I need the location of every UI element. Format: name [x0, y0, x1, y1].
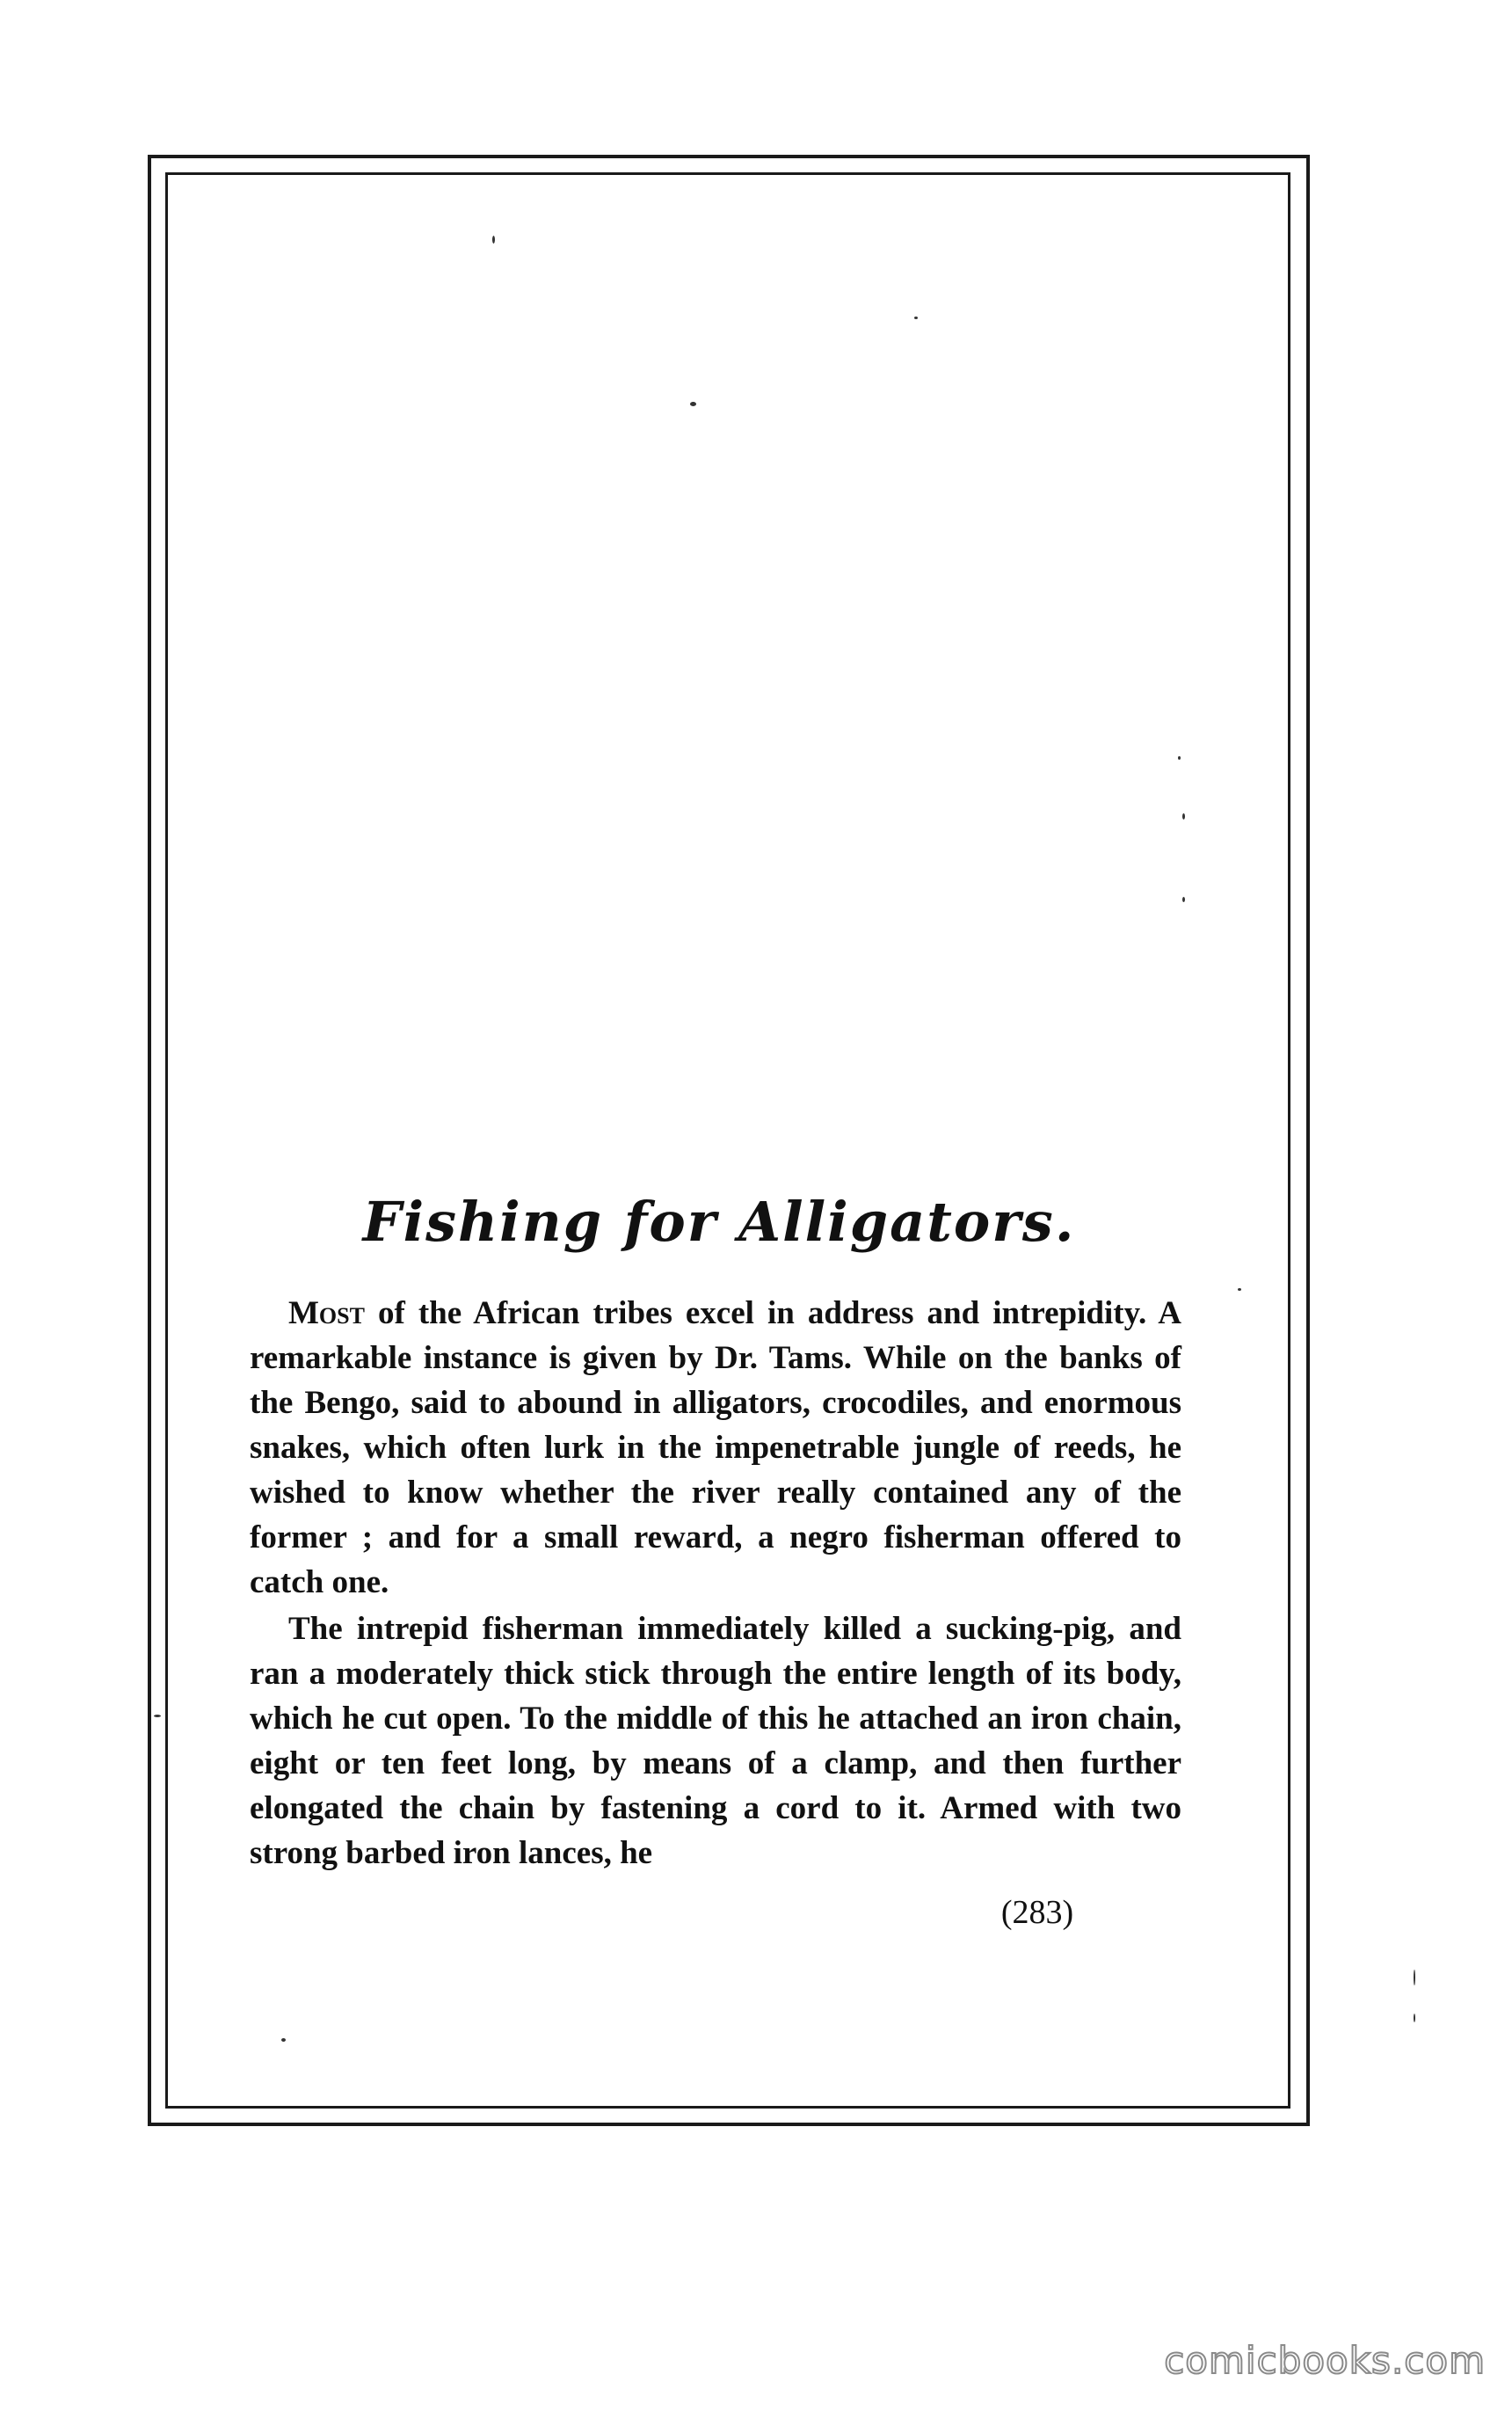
scan-speck [1178, 756, 1181, 760]
page-number: (283) [1000, 1894, 1074, 1931]
scan-speck [1182, 897, 1185, 902]
scan-speck [1414, 2014, 1415, 2022]
scan-speck [1414, 1970, 1415, 1985]
body-text [250, 1291, 1181, 1876]
scan-speck [281, 2038, 286, 2042]
scan-speck [492, 236, 495, 244]
scan-speck [1238, 1288, 1241, 1291]
scan-speck [690, 402, 696, 406]
scan-speck [154, 1715, 161, 1717]
paragraph [250, 1291, 1181, 1605]
scan-speck [914, 317, 918, 319]
paragraph-text: of the African tribes excel in address and intrepidity. A remarkable instance is given by Dr. Tams. While on the banks of the Bengo, said to abound in alligators, crocodiles, and enormous snakes, which often lurk in the impenetrable jungle of reeds, he wished to know whether the river really contained any of the former ; and for a small reward, a negro fisherman offered to catch one. [250, 1295, 1181, 1600]
watermark: comicbooks.com [1164, 2339, 1486, 2382]
paragraph-text: The intrepid fisherman immediately killed a sucking-pig, and ran a moderately thick stick through the entire length of its body, which he cut open. To the middle of this he attached an iron chain, eight or ten feet long, by means of a clamp, and then further elongated the chain by fastening a cord to it. Armed with two strong barbed iron lances, he [250, 1611, 1181, 1871]
paragraph-lead-word: Most [288, 1295, 365, 1331]
scan-speck [1182, 813, 1185, 819]
chapter-title: Fishing for Alligators. [362, 1190, 1076, 1254]
paragraph [250, 1606, 1181, 1876]
